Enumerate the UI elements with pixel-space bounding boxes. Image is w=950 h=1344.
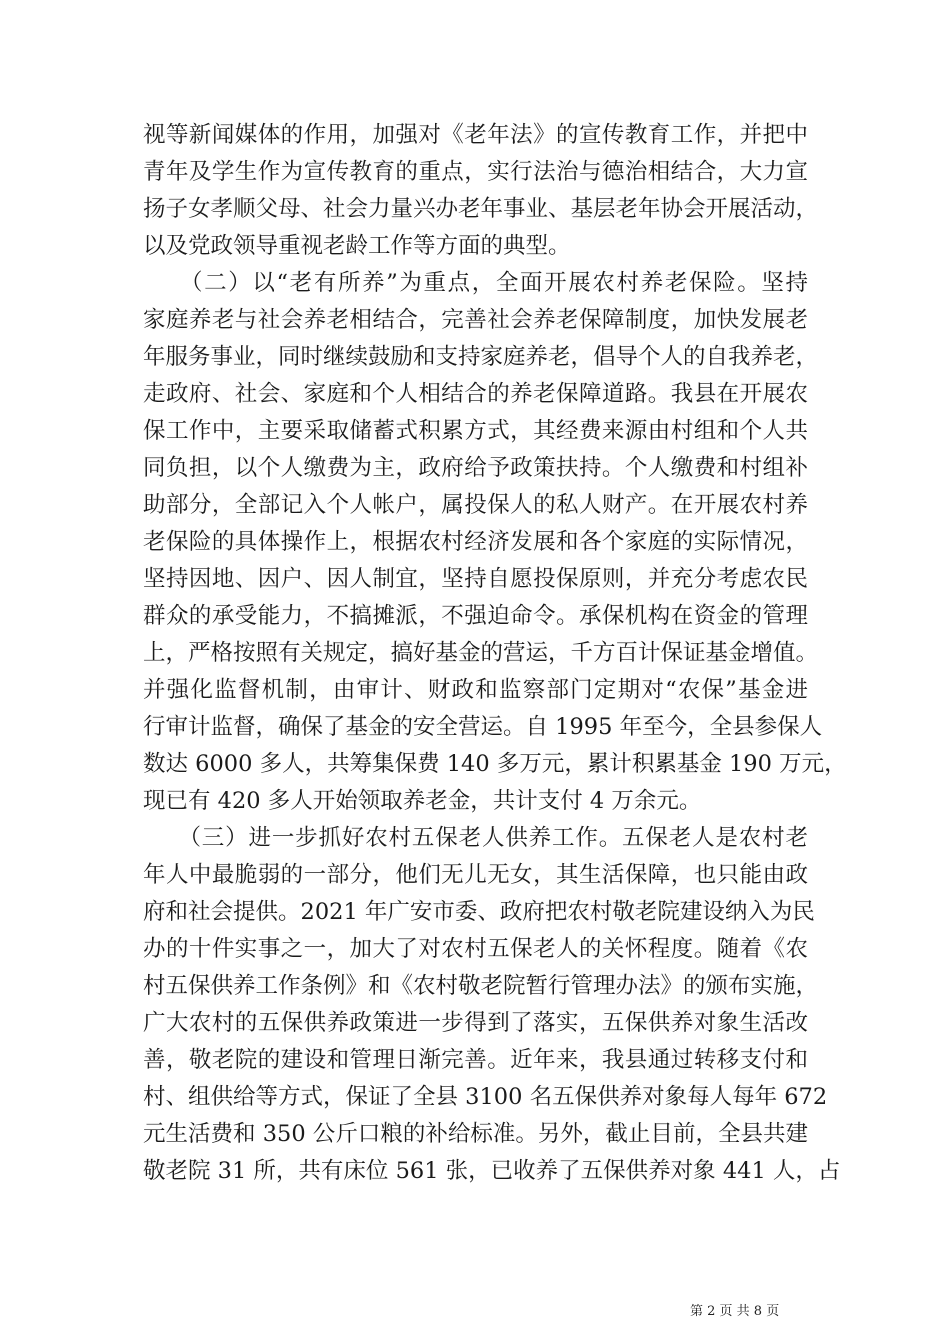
text-line: 府和社会提供。2021 年广安市委、政府把农村敬老院建设纳入为民: [143, 899, 815, 925]
text-line: 元生活费和 350 公斤口粮的补给标准。另外，截止目前，全县共建: [143, 1121, 808, 1147]
body-text: [143, 117, 847, 1190]
text-line: 年服务事业，同时继续鼓励和支持家庭养老，倡导个人的自我养老，: [143, 344, 819, 370]
text-line: 村、组供给等方式，保证了全县 3100 名五保供养对象每人每年 672: [143, 1084, 828, 1110]
text-line: 同负担，以个人缴费为主，政府给予政策扶持。个人缴费和村组补: [143, 455, 808, 481]
text-line: 青年及学生作为宣传教育的重点，实行法治与德治相结合，大力宣: [143, 159, 808, 185]
text-line: 办的十件实事之一，加大了对农村五保老人的关怀程度。随着《农: [143, 936, 808, 962]
page-number-footer: 第 2 页 共 8 页: [690, 1304, 780, 1319]
text-line: 群众的承受能力，不搞摊派，不强迫命令。承保机构在资金的管理: [143, 603, 808, 629]
text-line: 并强化监督机制，由审计、财政和监察部门定期对“农保”基金进: [143, 677, 808, 703]
text-line: 现已有 420 多人开始领取养老金，共计支付 4 万余元。: [143, 788, 702, 814]
text-line: 敬老院 31 所，共有床位 561 张，已收养了五保供养对象 441 人，占: [143, 1158, 841, 1184]
text-line: 老保险的具体操作上，根据农村经济发展和各个家庭的实际情况，: [143, 529, 808, 555]
text-line: 保工作中，主要采取储蓄式积累方式，其经费来源由村组和个人共: [143, 418, 808, 444]
text-line: 坚持因地、因户、因人制宜，坚持自愿投保原则，并充分考虑农民: [143, 566, 808, 592]
text-line: 助部分，全部记入个人帐户，属投保人的私人财产。在开展农村养: [143, 492, 808, 518]
text-line: 年人中最脆弱的一部分，他们无儿无女，其生活保障，也只能由政: [143, 862, 808, 888]
text-line: 数达 6000 多人，共筹集保费 140 多万元，累计积累基金 190 万元，: [143, 751, 847, 777]
text-line: 上，严格按照有关规定，搞好基金的营运，千方百计保证基金增值。: [143, 640, 819, 666]
text-line: （三）进一步抓好农村五保老人供养工作。五保老人是农村老: [143, 825, 808, 851]
text-line: 村五保供养工作条例》和《农村敬老院暂行管理办法》的颁布实施，: [143, 973, 819, 999]
text-line: 走政府、社会、家庭和个人相结合的养老保障道路。我县在开展农: [143, 381, 808, 407]
text-line: 视等新闻媒体的作用，加强对《老年法》的宣传教育工作，并把中: [143, 122, 808, 148]
text-line: 广大农村的五保供养政策进一步得到了落实，五保供养对象生活改: [143, 1010, 808, 1036]
text-line: 善，敬老院的建设和管理日渐完善。近年来，我县通过转移支付和: [143, 1047, 808, 1073]
text-line: 行审计监督，确保了基金的安全营运。自 1995 年至今，全县参保人: [143, 714, 823, 740]
text-line: （二）以“老有所养”为重点，全面开展农村养老保险。坚持: [143, 270, 808, 296]
text-line: 家庭养老与社会养老相结合，完善社会养老保障制度，加快发展老: [143, 307, 808, 333]
text-line: 以及党政领导重视老龄工作等方面的典型。: [143, 233, 571, 259]
text-line: 扬子女孝顺父母、社会力量兴办老年事业、基层老年协会开展活动，: [143, 196, 819, 222]
